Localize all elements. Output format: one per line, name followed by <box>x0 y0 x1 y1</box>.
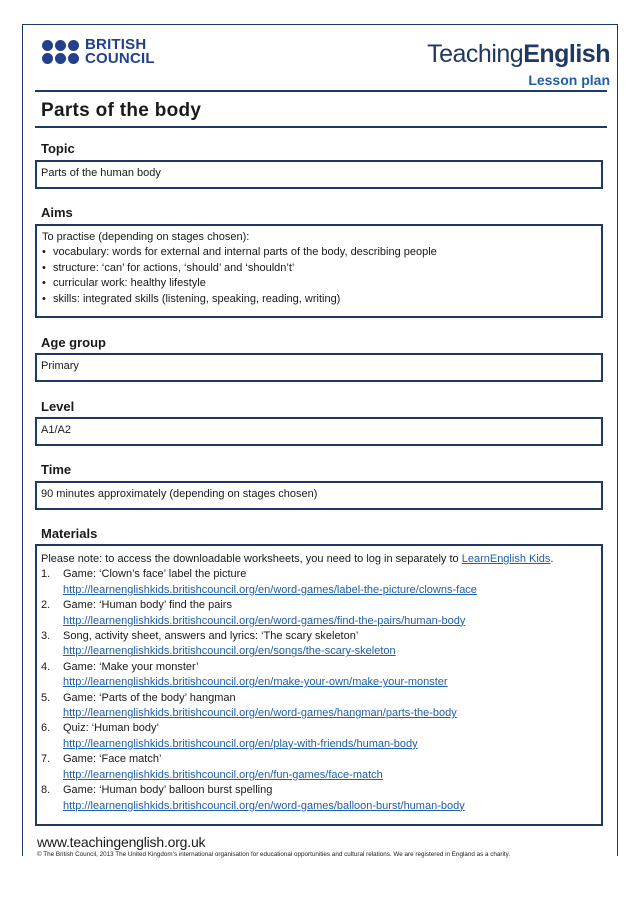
material-link[interactable]: http://learnenglishkids.britishcouncil.org/en/word-games/find-the-pairs/human-body <box>63 614 466 627</box>
teachingenglish-logo: TeachingEnglish <box>427 40 610 68</box>
aims-intro: To practise (depending on stages chosen): <box>42 231 250 243</box>
aims-heading: Aims <box>41 205 73 220</box>
time-box <box>35 481 603 510</box>
page-border-left <box>22 24 23 856</box>
aims-item: • curricular work: healthy lifestyle <box>42 276 601 291</box>
topic-box <box>35 160 603 189</box>
material-link[interactable]: http://learnenglishkids.britishcouncil.org/en/fun-games/face-match <box>63 768 383 781</box>
age-group-heading: Age group <box>41 335 106 350</box>
materials-item: 7. Game: ‘Face match’ http://learnenglishkids.britishcouncil.org/en/fun-games/face-match <box>41 753 383 781</box>
materials-item: 2. Game: ‘Human body’ find the pairs http://learnenglishkids.britishcouncil.org/en/word-games/find-the-pairs/human-body <box>41 599 466 627</box>
level-text: A1/A2 <box>41 424 71 436</box>
level-box <box>35 417 603 446</box>
british-council-wordmark: BRITISH COUNCIL <box>85 36 155 67</box>
page-border-top <box>22 24 618 25</box>
aims-item: • structure: ‘can’ for actions, ‘should’ and ‘shouldn’t’ <box>42 261 601 276</box>
aims-item: • vocabulary: words for external and internal parts of the body, describing people <box>42 245 601 260</box>
materials-item: 5. Game: ‘Parts of the body’ hangman http://learnenglishkids.britishcouncil.org/en/word-games/hangman/parts-the-body <box>41 691 457 720</box>
british-council-dots-icon <box>42 40 79 64</box>
page-border-right <box>617 24 618 856</box>
level-heading: Level <box>41 399 75 414</box>
time-text: 90 minutes approximately (depending on stages chosen) <box>41 488 318 500</box>
age-group-box <box>35 353 603 382</box>
materials-heading: Materials <box>41 526 98 541</box>
aims-item: • skills: integrated skills (listening, speaking, reading, writing) <box>42 292 601 307</box>
material-link[interactable]: http://learnenglishkids.britishcouncil.org/en/word-games/balloon-burst/human-body <box>63 799 465 812</box>
british-council-logo <box>42 38 155 66</box>
learnenglish-kids-link[interactable]: LearnEnglish Kids <box>461 553 551 565</box>
materials-item: 6. Quiz: ‘Human body’ http://learnenglishkids.britishcouncil.org/en/play-with-friends/human-body <box>41 722 418 750</box>
footer-copyright: © The British Council, 2013 The United Kingdom’s international organisation for educational opportunities and cultural relations. We are registered in England as a charity. <box>37 851 511 858</box>
footer-url: www.teachingenglish.org.uk <box>37 834 206 850</box>
materials-item: 4. Game: ‘Make your monster’ http://learnenglishkids.britishcouncil.org/en/make-your-own/make-your-monster <box>41 660 448 689</box>
material-link[interactable]: http://learnenglishkids.britishcouncil.org/en/make-your-own/make-your-monster <box>63 676 448 689</box>
material-link[interactable]: http://learnenglishkids.britishcouncil.org/en/word-games/hangman/parts-the-body <box>63 707 457 720</box>
aims-list <box>42 245 601 307</box>
aims-box <box>35 224 603 318</box>
materials-item: 8. Game: ‘Human body’ balloon burst spelling http://learnenglishkids.britishcouncil.org/en/word-games/balloon-burst/human-body <box>41 784 465 812</box>
header-divider <box>35 90 607 92</box>
title-divider <box>35 126 607 128</box>
topic-heading: Topic <box>41 141 75 156</box>
materials-item: 1. Game: ‘Clown’s face’ label the picture http://learnenglishkids.britishcouncil.org/en/word-games/label-the-picture/clowns-face <box>41 568 477 596</box>
materials-item: 3. Song, activity sheet, answers and lyrics: ‘The scary skeleton’ http://learnenglishkids.britishcouncil.org/en/songs/the-scary-skeleton <box>41 630 396 658</box>
page-title: Parts of the body <box>41 100 202 121</box>
material-link[interactable]: http://learnenglishkids.britishcouncil.org/en/songs/the-scary-skeleton <box>63 645 396 658</box>
material-link[interactable]: http://learnenglishkids.britishcouncil.org/en/word-games/label-the-picture/clowns-face <box>63 583 477 596</box>
material-link[interactable]: http://learnenglishkids.britishcouncil.org/en/play-with-friends/human-body <box>63 737 418 750</box>
materials-list <box>41 567 601 814</box>
materials-note: Please note: to access the downloadable worksheets, you need to log in separately to LearnEnglish Kids. <box>41 553 554 565</box>
topic-text: Parts of the human body <box>41 167 161 179</box>
time-heading: Time <box>41 462 72 477</box>
materials-box <box>35 544 603 826</box>
doc-type-label: Lesson plan <box>528 72 610 88</box>
age-group-text: Primary <box>41 360 79 372</box>
